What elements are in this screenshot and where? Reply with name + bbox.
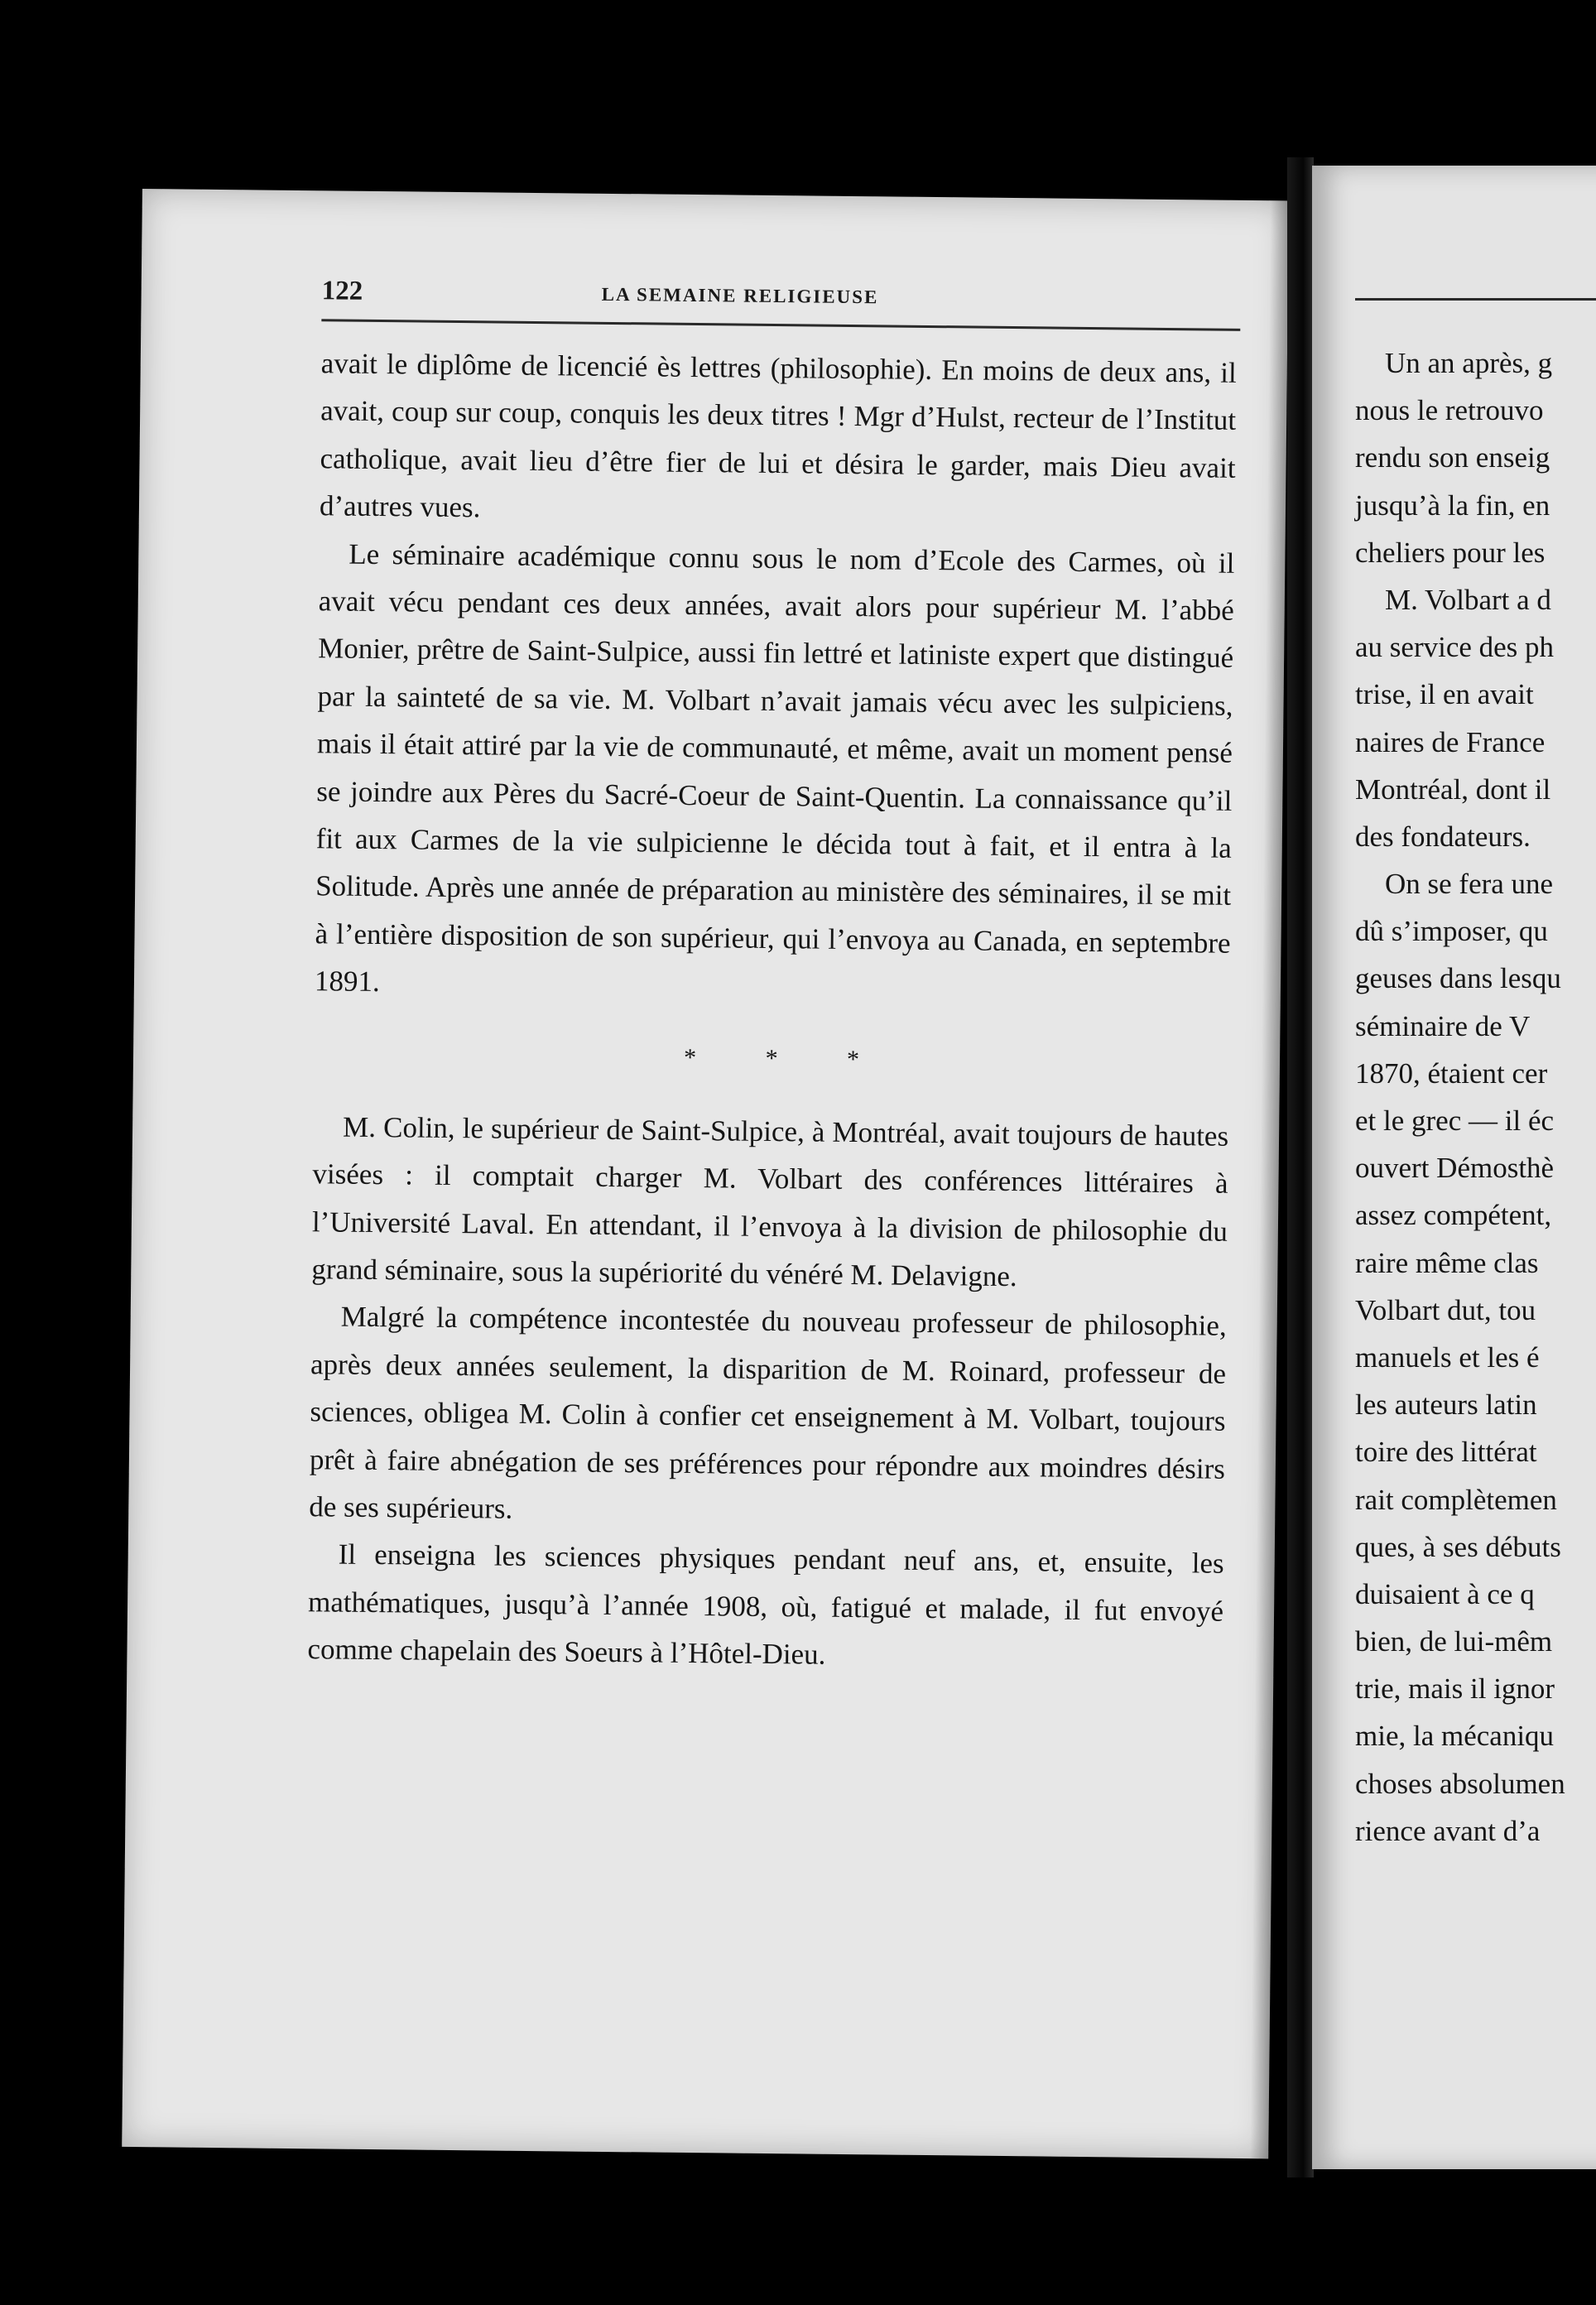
paragraph: Le séminaire académique connu sous le nom d’Ecole des Carmes, où il avait vécu pendant ces deux années, avait alors pour supérieur M. l’abbé Monier, prêtre de Saint-Sulpice, aussi fin lettré et latiniste expert que distingué par la sainteté de sa vie. M. Volbart n’avait jamais vécu avec les sulpiciens, mais il était attiré par la vie de communauté, et même, avait un moment pensé se joindre aux Pères du Sacré-Coeur de Saint-Quentin. La connaissance qu’il fit aux Carmes de la vie sulpicienne le décida tout à fait, et il entra à la Solitude. Après une année de préparation au ministère des séminaires, il se mit à l’entière disposition de son supérieur, qui l’envoya au Canada, en septembre 1891.	[314, 537, 1235, 999]
text-line: 1870, étaient cer	[1355, 1056, 1548, 1090]
paragraph: Il enseigna les sciences physiques pendant neuf ans, et, ensuite, les mathématiques, jusqu’à l’année 1908, où, fatigué et malade, il fut envoyé comme chapelain des Soeurs à l’Hôtel-Dieu.	[307, 1537, 1224, 1671]
text-line: Volbart dut, tou	[1355, 1293, 1536, 1326]
text-line: rience avant d’a	[1355, 1814, 1541, 1847]
text-line: toire des littérat	[1355, 1436, 1537, 1469]
text-line: ques, à ses débuts	[1355, 1530, 1561, 1563]
right-page-text	[1355, 339, 1596, 1855]
text-line: raire même clas	[1355, 1246, 1539, 1279]
text-line: assez compétent,	[1355, 1199, 1552, 1232]
text-line: geuses dans lesqu	[1355, 962, 1561, 995]
body-text	[307, 339, 1237, 1682]
text-line: duisaient à ce q	[1355, 1577, 1535, 1610]
text-line: trise, il en avait	[1355, 678, 1534, 711]
text-line: ouvert Démosthè	[1355, 1152, 1555, 1185]
text-line: mie, la mécaniqu	[1355, 1720, 1555, 1753]
paragraph: Malgré la compétence incontestée du nouveau professeur de philosophie, après deux années seulement, la disparition de M. Roinard, professeur de sciences, obligea M. Colin à confier cet enseignement à M. Volbart, toujours prêt à faire abnégation de ses préférences pour répondre aux moindres désirs de ses supérieurs.	[309, 1300, 1227, 1525]
page-number: 122	[321, 276, 363, 306]
text-line: cheliers pour les	[1355, 536, 1546, 569]
running-title: LA SEMAINE RELIGIEUSE	[601, 283, 879, 308]
text-line: dû s’imposer, qu	[1355, 915, 1548, 948]
text-line: nous le retrouvo	[1355, 394, 1544, 427]
text-line: jusqu’à la fin, en	[1355, 488, 1550, 522]
text-line: On se fera une	[1385, 868, 1554, 901]
left-page	[122, 189, 1289, 2158]
header-rule	[1355, 298, 1596, 301]
text-line: choses absolumen	[1355, 1767, 1565, 1800]
text-line: des fondateurs.	[1355, 820, 1531, 853]
text-line: Un an après, g	[1385, 347, 1553, 379]
text-line: bien, de lui-mêm	[1355, 1625, 1553, 1658]
section-break: * * *	[683, 1043, 892, 1074]
text-line: naires de France	[1355, 725, 1546, 758]
text-line: au service des ph	[1355, 631, 1555, 664]
right-page	[1312, 166, 1596, 2169]
text-line: trie, mais il ignor	[1355, 1672, 1555, 1706]
text-line: et le grec — il éc	[1355, 1104, 1555, 1137]
text-line: rait complètemen	[1355, 1483, 1557, 1516]
text-line: M. Volbart a d	[1385, 583, 1551, 616]
book-spine	[1287, 157, 1314, 2177]
text-line: séminaire de V	[1355, 1009, 1531, 1042]
text-line: les auteurs latin	[1355, 1388, 1537, 1422]
paragraph: avait le diplôme de licencié ès lettres (philosophie). En moins de deux ans, il avait, coup sur coup, conquis les deux titres ! Mgr d’Hulst, recteur de l’Institut catholique, avait lieu d’être fier de lui et désira le garder, mais Dieu avait d’autres vues.	[319, 347, 1237, 524]
text-line: Montréal, dont il	[1355, 772, 1551, 806]
text-line: manuels et les é	[1355, 1340, 1540, 1374]
text-line: rendu son enseig	[1355, 441, 1550, 474]
paragraph: M. Colin, le supérieur de Saint-Sulpice, à Montréal, avait toujours de hautes visées : il comptait charger M. Volbart des conférences littéraires à l’Université Laval. En attendant, il l’envoya à la division de philosophie du grand séminaire, sous la supériorité du vénéré M. Delavigne.	[311, 1110, 1229, 1293]
